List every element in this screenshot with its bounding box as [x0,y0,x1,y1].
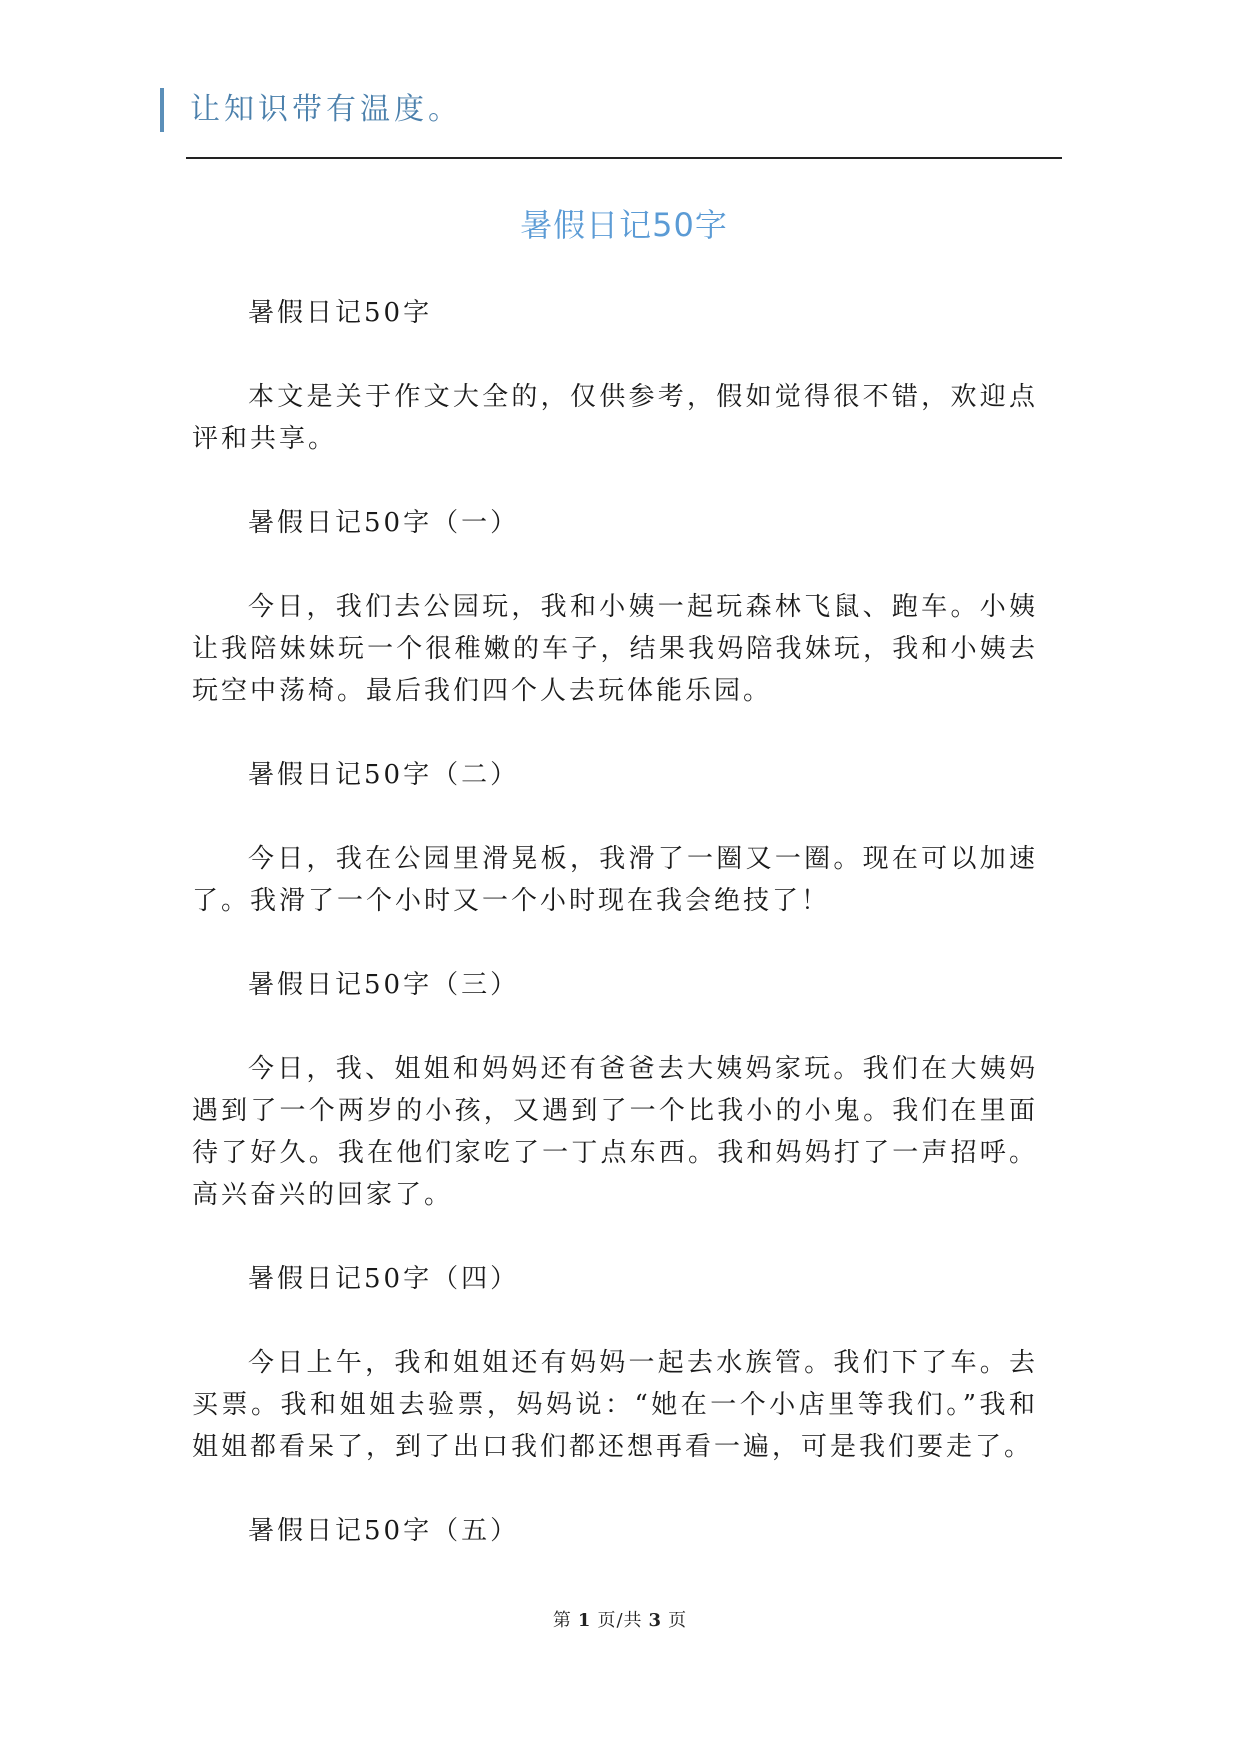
footer-page-number: 1 [577,1610,592,1631]
page-footer [0,1606,1240,1632]
header-accent-bar [160,88,164,132]
section-heading: 暑假日记50字（三） [248,970,520,1000]
footer-middle: 页/共 [597,1610,643,1631]
section-heading: 暑假日记50字（一） [248,508,520,538]
document-title: 暑假日记50字 [520,206,728,244]
header-divider [186,157,1062,159]
section-heading: 暑假日记50字（四） [248,1264,520,1294]
section-heading: 暑假日记50字 [248,298,433,328]
footer-prefix: 第 [552,1610,572,1631]
header-slogan: 让知识带有温度。 [190,92,462,127]
body-paragraph: 今日，我们去公园玩，我和小姨一起玩森林飞鼠、跑车。小姨让我陪妹妹玩一个很稚嫩的车子，结果我妈陪我妹玩，我和小姨去玩空中荡椅。最后我们四个人去玩体能乐园。 [192,592,1038,706]
section-heading: 暑假日记50字（五） [248,1516,520,1546]
body-paragraph: 今日，我、姐姐和妈妈还有爸爸去大姨妈家玩。我们在大姨妈遇到了一个两岁的小孩，又遇到了一个比我小的小鬼。我们在里面待了好久。我在他们家吃了一丁点东西。我和妈妈打了一声招呼。高兴奋兴的回家了。 [192,1054,1038,1210]
body-paragraph: 今日上午，我和姐姐还有妈妈一起去水族管。我们下了车。去买票。我和姐姐去验票，妈妈说：“她在一个小店里等我们。”我和姐姐都看呆了，到了出口我们都还想再看一遍，可是我们要走了。 [192,1348,1038,1462]
section-heading: 暑假日记50字（二） [248,760,520,790]
document-body [192,292,1038,1594]
footer-total-pages: 3 [648,1610,663,1631]
body-paragraph: 本文是关于作文大全的，仅供参考，假如觉得很不错，欢迎点评和共享。 [192,382,1038,454]
footer-suffix: 页 [668,1610,688,1631]
body-paragraph: 今日，我在公园里滑晃板，我滑了一圈又一圈。现在可以加速了。我滑了一个小时又一个小时现在我会绝技了！ [192,844,1038,916]
